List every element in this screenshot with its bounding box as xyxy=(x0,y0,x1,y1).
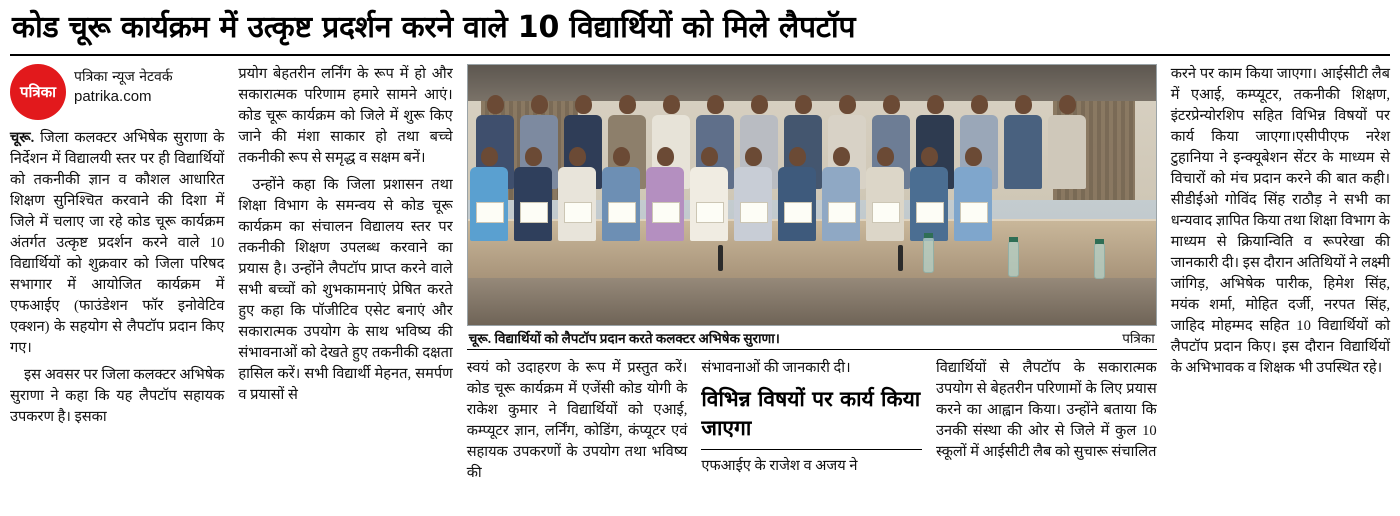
microphone xyxy=(898,245,903,271)
paragraph: स्वयं को उदाहरण के रूप में प्रस्तुत करें। कोड चूरू कार्यक्रम में एजेंसी कोड योगी के राकेश कुमार ने विद्यार्थियों को एआई, कम्प्यूटर ज्ञान, लर्निंग, कोडिंग, कंप्यूटर एवं सहायक उपकरणों के उपयोग तथा भविष्य की xyxy=(466,360,688,481)
paragraph: विद्यार्थियों से लैपटॉप के सकारात्मक उपयोग से बेहतरीन परिणामों के लिए प्रयास करने का आह्वान किया। उन्होंने बताया कि उनकी संस्था की ओर से जिले में कुल 10 स्कूलों में आईसीटी लैब को सुचारू संचालित xyxy=(936,360,1157,460)
sub-headline-divider xyxy=(701,449,922,450)
column-2 xyxy=(238,64,452,412)
column-6-body xyxy=(1171,64,1390,379)
photo-front-row xyxy=(470,147,994,241)
photo-credit: पत्रिका xyxy=(1122,331,1155,346)
photo-caption-bar xyxy=(467,326,1157,350)
photo-and-columns xyxy=(467,64,1157,490)
certificate xyxy=(872,202,900,223)
person xyxy=(514,147,554,241)
paragraph: इस अवसर पर जिला कलक्टर अभिषेक सुराणा ने कहा कि यह लैपटॉप सहायक उपकरण है। इसका xyxy=(10,367,225,425)
group-photo xyxy=(467,64,1157,326)
photo-block xyxy=(467,64,1157,350)
patrika-logo: पत्रिका xyxy=(10,64,66,120)
person xyxy=(910,147,950,241)
sub-headline: विभिन्न विषयों पर कार्य किया जाएगा xyxy=(701,387,921,440)
certificate xyxy=(916,202,944,223)
website-label: patrika.com xyxy=(74,88,152,105)
paragraph: एफआईए के राजेश व अजय ने xyxy=(701,458,858,474)
column-3-body xyxy=(467,358,688,484)
certificate xyxy=(520,202,548,223)
person xyxy=(646,147,686,241)
photo-caption: चूरू. विद्यार्थियों को लैपटॉप प्रदान करते कलक्टर अभिषेक सुराणा। xyxy=(468,331,780,346)
person xyxy=(866,147,906,241)
column-4-body xyxy=(701,358,922,379)
dateline: चूरू. xyxy=(10,130,35,146)
column-2-body xyxy=(238,64,452,406)
column-4 xyxy=(701,358,922,490)
person xyxy=(734,147,774,241)
water-bottle xyxy=(923,237,934,273)
certificate xyxy=(696,202,724,223)
certificate xyxy=(564,202,592,223)
certificate xyxy=(960,202,988,223)
paragraph: प्रयोग बेहतरीन लर्निंग के रूप में हो और सकारात्मक परिणाम हमारे सामने आएं। कोड चूरू कार्यक्रम को जिले में शुरू किए जाने की मंशा साकार हो तथा बच्चे तकनीकी रूप से समृद्ध व सक्षम बनें। xyxy=(238,66,453,166)
person xyxy=(778,147,818,241)
person xyxy=(602,147,642,241)
person xyxy=(1004,95,1044,189)
column-1 xyxy=(10,64,224,434)
column-6 xyxy=(1171,64,1390,385)
page-headline: कोड चूरू कार्यक्रम में उत्कृष्ट प्रदर्शन करने वाले 10 विद्यार्थियों को मिले लैपटॉप xyxy=(12,10,856,45)
certificate xyxy=(828,202,856,223)
person xyxy=(822,147,862,241)
certificate xyxy=(608,202,636,223)
column-5-body xyxy=(936,358,1157,463)
photo-floor xyxy=(468,273,1156,325)
water-bottle xyxy=(1094,243,1105,279)
masthead xyxy=(10,64,224,120)
sub-columns xyxy=(467,358,1157,490)
person xyxy=(558,147,598,241)
water-bottle xyxy=(1008,241,1019,277)
paragraph: संभावनाओं की जानकारी दी। xyxy=(701,360,851,376)
column-4-body-2 xyxy=(701,456,922,477)
person xyxy=(1048,95,1088,189)
paragraph: करने पर काम किया जाएगा। आईसीटी लैब में एआई, कम्प्यूटर, तकनीकी शिक्षण, इंटरप्रेन्योरशिप सहित विभिन्न विषयों पर कार्य किया जाएगा।एसीपीएफ नरेश टुहानिया ने इन्क्यूबेशन सेंटर के माध्यम से विचारों को मंच प्रदान करने की बात कही।सीडीईओ गोविंद सिंह राठौड़ ने सभी का धन्यवाद ज्ञापित किया तथा शिक्षा विभाग के माध्यम से क्रियान्विति व रूपरेखा की जानकारी दी। इस दौरान अतिथियों ने लक्ष्मी जांगिड़, अभिषेक पारीक, हिमेश सिंह, मयंक शर्मा, मोहित दर्जी, नरपत सिंह, जाहिद मोहम्मद सहित 10 विद्यार्थियों को लैपटॉप प्रदान किए। इस दौरान विद्यार्थियों के अभिभावक व शिक्षक भी उपस्थित रहे। xyxy=(1170,66,1391,376)
column-1-body xyxy=(10,128,224,428)
paragraph-text: जिला कलक्टर अभिषेक सुराणा के निर्देशन में विद्यालयी स्तर पर ही विद्यार्थियों को तकनीकी ज्ञान व कौशल आधारित शिक्षण सुनिश्चित करवाने की दिशा में जिले में चलाए जा रहे कोड चूरू कार्यक्रम अंतर्गत उत्कृष्ट प्रदर्शन करने वाले 10 विद्यार्थियों को शुक्रवार को जिला परिषद सभागार में आयोजित कार्यक्रम में एफआईए (फाउंडेशन फॉर इनोवेटिव एक्शन) के सहयोग से लैपटॉप प्रदान किए गए। xyxy=(10,130,225,356)
column-3 xyxy=(467,358,688,490)
certificate xyxy=(652,202,680,223)
masthead-text xyxy=(74,64,173,106)
certificate xyxy=(784,202,812,223)
person xyxy=(470,147,510,241)
person xyxy=(954,147,994,241)
news-network-label: पत्रिका न्यूज नेटवर्क xyxy=(74,69,173,85)
microphone xyxy=(718,245,723,271)
article-columns xyxy=(10,64,1390,490)
headline-divider xyxy=(10,54,1390,56)
certificate xyxy=(740,202,768,223)
paragraph: उन्होंने कहा कि जिला प्रशासन तथा शिक्षा विभाग के समन्वय से कोड चूरू कार्यक्रम का संचालन विद्यालय स्तर पर तकनीकी शिक्षण उपलब्ध करवाने का प्रयास है। उन्होंने लैपटॉप प्राप्त करने वाले सभी बच्चों को शुभकामनाएं प्रेषित करते हुए कहा कि पॉजीटिव एसेट बनाएं और सकारात्मक उपयोग के साथ भविष्य की संभावनाओं को देखते हुए तकनीकी दक्षता हासिल करें। सभी विद्यार्थी मेहनत, समर्पण व प्रयासों से xyxy=(238,177,453,403)
paragraph xyxy=(10,128,224,359)
certificate xyxy=(476,202,504,223)
column-5 xyxy=(936,358,1157,490)
person xyxy=(690,147,730,241)
